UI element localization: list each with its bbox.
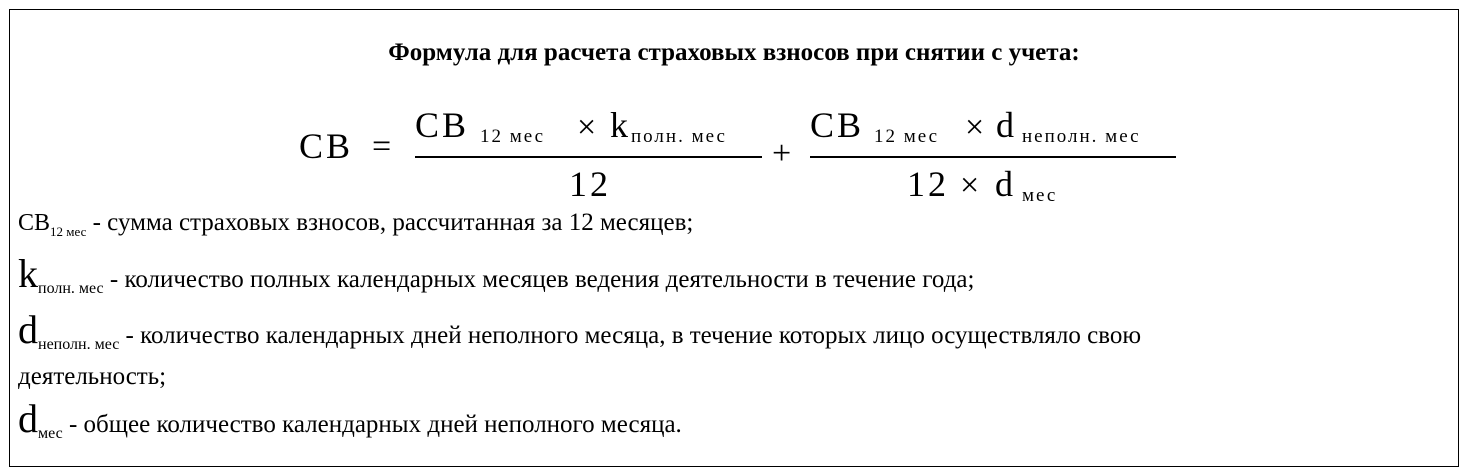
definition-symbol: d — [18, 396, 38, 441]
definition-symbol: k — [18, 251, 38, 296]
term1-num-factor-sub: полн. мес — [631, 126, 727, 147]
term2-num-main: СВ — [810, 105, 865, 145]
formula-equals: = — [372, 128, 392, 165]
definition-symbol: d — [18, 307, 38, 352]
definition-text: - количество календарных дней неполного месяца, в течение которых лицо осуществляло свою — [119, 322, 1142, 349]
term1-num-sub: 12 мес — [480, 126, 546, 147]
definition-text: - сумма страховых взносов, рассчитанная за 12 месяцев; — [86, 209, 694, 236]
definition-text: - количество полных календарных месяцев ведения деятельности в течение года; — [103, 266, 975, 293]
definition-subscript: неполн. мес — [38, 336, 120, 353]
definition-d-nepoln-continuation: деятельность; — [18, 363, 167, 390]
term1-den: 12 — [569, 164, 611, 204]
formula-plus: + — [772, 135, 792, 172]
term2-num-sub: 12 мес — [874, 126, 940, 147]
definition-d-nepoln — [18, 307, 1142, 360]
term2-num-factor: d — [996, 105, 1014, 145]
term2-num-factor-sub: неполн. мес — [1022, 126, 1141, 147]
definition-subscript: полн. мес — [38, 280, 104, 297]
term1-times: × — [577, 109, 597, 146]
term1-fraction-bar — [415, 156, 762, 158]
term2-fraction-bar — [810, 156, 1176, 158]
definition-subscript: мес — [38, 425, 63, 442]
definition-d-mes — [18, 396, 682, 449]
definition-subscript: 12 мес — [50, 224, 87, 239]
term2-den-times: × — [960, 167, 980, 204]
definition-text: - общее количество календарных дней неполного месяца. — [62, 411, 682, 438]
term2-den-main: 12 — [907, 164, 949, 204]
term2-den-factor: d — [995, 164, 1013, 204]
formula-title: Формула для расчета страховых взносов при снятии с учета: — [388, 39, 1080, 66]
definition-symbol: СВ — [18, 210, 51, 236]
formula-lhs: СВ — [299, 126, 354, 166]
term2-times: × — [965, 109, 985, 146]
definition-k — [18, 251, 975, 304]
term1-num-main: СВ — [415, 105, 470, 145]
document-frame — [9, 9, 1459, 467]
term2-den-factor-sub: мес — [1022, 185, 1058, 206]
term1-num-factor: k — [610, 105, 628, 145]
definition-cb12 — [18, 208, 693, 247]
